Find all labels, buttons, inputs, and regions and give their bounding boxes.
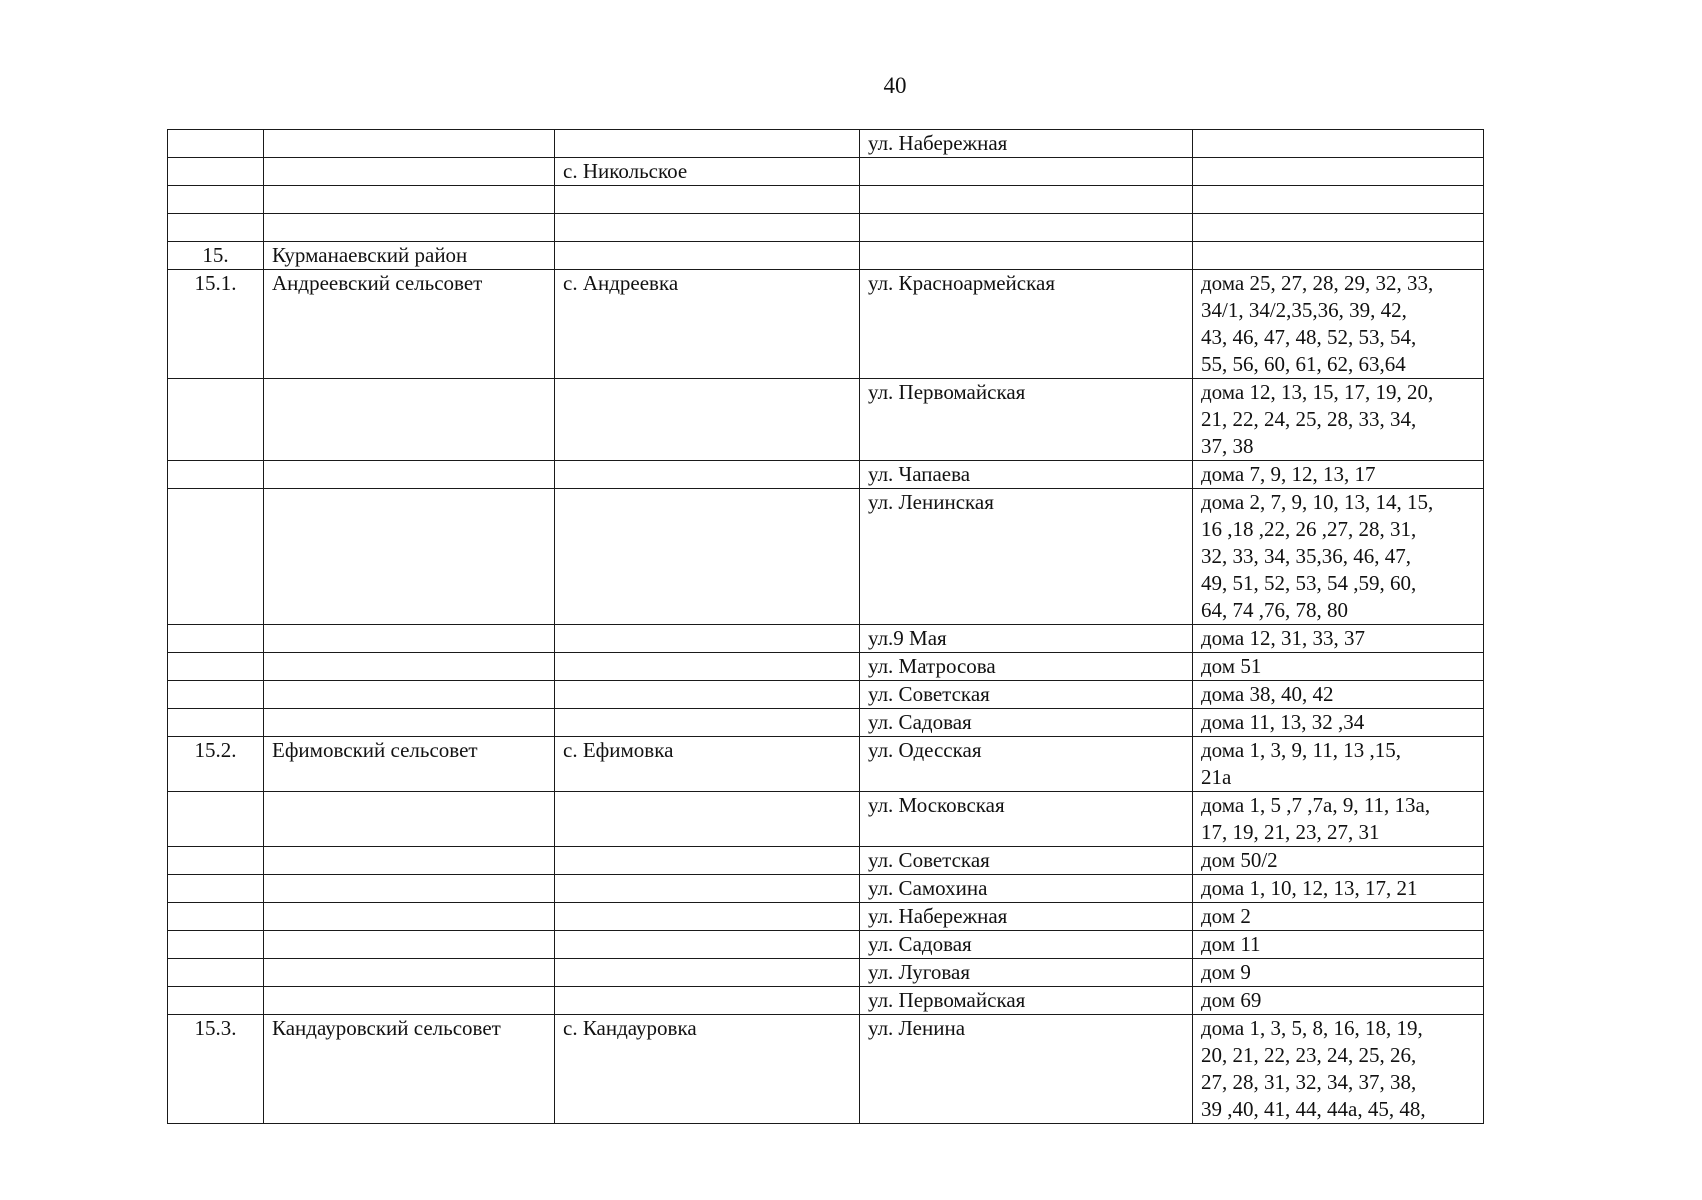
row-number-cell <box>168 709 264 737</box>
row-number-cell <box>168 186 264 214</box>
row-number-cell <box>168 489 264 625</box>
houses-cell: дома 7, 9, 12, 13, 17 <box>1193 461 1484 489</box>
row-number-cell <box>168 959 264 987</box>
district-cell: Андреевский сельсовет <box>264 270 555 379</box>
table-row <box>168 653 1484 681</box>
street-cell: ул. Первомайская <box>860 987 1193 1015</box>
settlement-cell <box>555 461 860 489</box>
row-number-cell: 15. <box>168 242 264 270</box>
row-number-cell <box>168 625 264 653</box>
houses-cell: дома 1, 5 ,7 ,7а, 9, 11, 13а, 17, 19, 21, 23, 27, 31 <box>1193 792 1484 847</box>
table-row <box>168 186 1484 214</box>
table-row <box>168 737 1484 792</box>
district-cell <box>264 959 555 987</box>
address-table <box>167 129 1484 1124</box>
settlement-cell <box>555 931 860 959</box>
settlement-cell <box>555 214 860 242</box>
street-cell: ул. Чапаева <box>860 461 1193 489</box>
houses-cell: дома 1, 10, 12, 13, 17, 21 <box>1193 875 1484 903</box>
houses-cell: дом 69 <box>1193 987 1484 1015</box>
settlement-cell <box>555 987 860 1015</box>
houses-cell: дом 9 <box>1193 959 1484 987</box>
street-cell <box>860 214 1193 242</box>
table-row <box>168 847 1484 875</box>
table-body <box>168 130 1484 1124</box>
row-number-cell <box>168 130 264 158</box>
district-cell <box>264 461 555 489</box>
settlement-cell <box>555 242 860 270</box>
table-row <box>168 987 1484 1015</box>
row-number-cell <box>168 461 264 489</box>
houses-cell <box>1193 186 1484 214</box>
row-number-cell <box>168 214 264 242</box>
street-cell: ул. Первомайская <box>860 379 1193 461</box>
houses-cell <box>1193 242 1484 270</box>
settlement-cell <box>555 847 860 875</box>
settlement-cell <box>555 681 860 709</box>
houses-cell: дома 2, 7, 9, 10, 13, 14, 15, 16 ,18 ,22, 26 ,27, 28, 31, 32, 33, 34, 35,36, 46, 47, 49, 51, 52, 53, 54 ,59, 60, 64, 74 ,76, 78, 80 <box>1193 489 1484 625</box>
street-cell: ул. Садовая <box>860 931 1193 959</box>
settlement-cell: с. Ефимовка <box>555 737 860 792</box>
district-cell: Курманаевский район <box>264 242 555 270</box>
row-number-cell <box>168 792 264 847</box>
settlement-cell <box>555 186 860 214</box>
street-cell: ул. Садовая <box>860 709 1193 737</box>
district-cell <box>264 875 555 903</box>
district-cell <box>264 214 555 242</box>
table-row <box>168 489 1484 625</box>
settlement-cell <box>555 709 860 737</box>
street-cell: ул. Ленина <box>860 1015 1193 1124</box>
street-cell: ул. Луговая <box>860 959 1193 987</box>
street-cell: ул. Советская <box>860 681 1193 709</box>
table-row <box>168 158 1484 186</box>
table-row <box>168 379 1484 461</box>
settlement-cell <box>555 489 860 625</box>
settlement-cell: с. Никольское <box>555 158 860 186</box>
row-number-cell: 15.1. <box>168 270 264 379</box>
district-cell <box>264 681 555 709</box>
settlement-cell <box>555 653 860 681</box>
settlement-cell <box>555 903 860 931</box>
district-cell <box>264 903 555 931</box>
houses-cell: дом 2 <box>1193 903 1484 931</box>
row-number-cell <box>168 903 264 931</box>
houses-cell: дома 25, 27, 28, 29, 32, 33, 34/1, 34/2,35,36, 39, 42, 43, 46, 47, 48, 52, 53, 54, 55, 56, 60, 61, 62, 63,64 <box>1193 270 1484 379</box>
table-row <box>168 270 1484 379</box>
district-cell <box>264 931 555 959</box>
settlement-cell: с. Кандауровка <box>555 1015 860 1124</box>
houses-cell: дома 38, 40, 42 <box>1193 681 1484 709</box>
houses-cell: дома 12, 13, 15, 17, 19, 20, 21, 22, 24, 25, 28, 33, 34, 37, 38 <box>1193 379 1484 461</box>
table-row <box>168 709 1484 737</box>
table-row <box>168 214 1484 242</box>
houses-cell: дома 1, 3, 5, 8, 16, 18, 19, 20, 21, 22, 23, 24, 25, 26, 27, 28, 31, 32, 34, 37, 38, 39 ,40, 41, 44, 44а, 45, 48, <box>1193 1015 1484 1124</box>
district-cell: Кандауровский сельсовет <box>264 1015 555 1124</box>
row-number-cell <box>168 987 264 1015</box>
table-row <box>168 242 1484 270</box>
district-cell: Ефимовский сельсовет <box>264 737 555 792</box>
houses-cell: дома 11, 13, 32 ,34 <box>1193 709 1484 737</box>
district-cell <box>264 625 555 653</box>
street-cell: ул. Матросова <box>860 653 1193 681</box>
settlement-cell <box>555 130 860 158</box>
district-cell <box>264 709 555 737</box>
houses-cell <box>1193 214 1484 242</box>
row-number-cell <box>168 847 264 875</box>
table-row <box>168 875 1484 903</box>
houses-cell: дома 1, 3, 9, 11, 13 ,15, 21а <box>1193 737 1484 792</box>
table-row <box>168 625 1484 653</box>
table-row <box>168 130 1484 158</box>
street-cell: ул. Советская <box>860 847 1193 875</box>
table-row <box>168 959 1484 987</box>
houses-cell <box>1193 130 1484 158</box>
settlement-cell <box>555 379 860 461</box>
district-cell <box>264 379 555 461</box>
street-cell <box>860 158 1193 186</box>
street-cell: ул.9 Мая <box>860 625 1193 653</box>
street-cell: ул. Московская <box>860 792 1193 847</box>
district-cell <box>264 130 555 158</box>
houses-cell: дом 50/2 <box>1193 847 1484 875</box>
houses-cell: дома 12, 31, 33, 37 <box>1193 625 1484 653</box>
street-cell: ул. Одесская <box>860 737 1193 792</box>
district-cell <box>264 847 555 875</box>
settlement-cell <box>555 959 860 987</box>
table-row <box>168 903 1484 931</box>
street-cell: ул. Набережная <box>860 903 1193 931</box>
street-cell <box>860 186 1193 214</box>
street-cell <box>860 242 1193 270</box>
row-number-cell <box>168 681 264 709</box>
row-number-cell <box>168 158 264 186</box>
district-cell <box>264 653 555 681</box>
settlement-cell <box>555 792 860 847</box>
table-row <box>168 792 1484 847</box>
table-row <box>168 1015 1484 1124</box>
street-cell: ул. Самохина <box>860 875 1193 903</box>
street-cell: ул. Ленинская <box>860 489 1193 625</box>
district-cell <box>264 792 555 847</box>
row-number-cell <box>168 653 264 681</box>
row-number-cell: 15.2. <box>168 737 264 792</box>
settlement-cell <box>555 625 860 653</box>
street-cell: ул. Красноармейская <box>860 270 1193 379</box>
table-row <box>168 681 1484 709</box>
settlement-cell <box>555 875 860 903</box>
row-number-cell <box>168 379 264 461</box>
district-cell <box>264 158 555 186</box>
street-cell: ул. Набережная <box>860 130 1193 158</box>
table-row <box>168 461 1484 489</box>
houses-cell <box>1193 158 1484 186</box>
page-number: 40 <box>883 73 907 98</box>
settlement-cell: с. Андреевка <box>555 270 860 379</box>
table-row <box>168 931 1484 959</box>
row-number-cell <box>168 931 264 959</box>
district-cell <box>264 489 555 625</box>
district-cell <box>264 987 555 1015</box>
houses-cell: дом 11 <box>1193 931 1484 959</box>
row-number-cell <box>168 875 264 903</box>
row-number-cell: 15.3. <box>168 1015 264 1124</box>
district-cell <box>264 186 555 214</box>
houses-cell: дом 51 <box>1193 653 1484 681</box>
